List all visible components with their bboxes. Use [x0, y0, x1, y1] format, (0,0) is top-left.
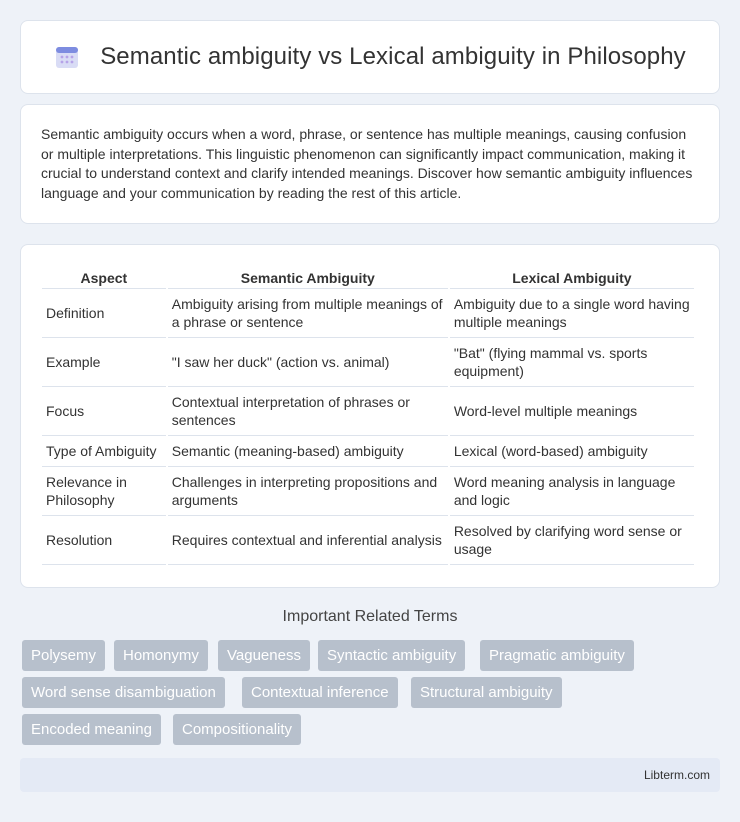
- table-cell-aspect: Relevance in Philosophy: [42, 467, 166, 516]
- table-cell-aspect: Type of Ambiguity: [42, 436, 166, 467]
- table-cell-aspect: Definition: [42, 289, 166, 338]
- column-header-semantic: Semantic Ambiguity: [168, 265, 448, 289]
- table-cell-lexical: Resolved by clarifying word sense or usage: [450, 516, 694, 565]
- tag-vagueness[interactable]: Vagueness: [218, 640, 310, 671]
- intro-card: [20, 104, 720, 224]
- tag-encoded-meaning[interactable]: Encoded meaning: [22, 714, 161, 745]
- title-wrap: [54, 43, 686, 71]
- tag-structural-ambiguity[interactable]: Structural ambiguity: [411, 677, 562, 708]
- intro-paragraph: Semantic ambiguity occurs when a word, phrase, or sentence has multiple meanings, causing confusion or multiple interpretations. This linguistic phenomenon can significantly impact communication, making it crucial to understand context and clarify intended meanings. Discover how semantic ambiguity influences language and your communication by reading the rest of this article.: [41, 126, 693, 201]
- table-cell-lexical: Lexical (word-based) ambiguity: [450, 436, 694, 467]
- table-cell-lexical: Ambiguity due to a single word having multiple meanings: [450, 289, 694, 338]
- column-header-aspect: Aspect: [42, 265, 166, 289]
- table-header-row: [42, 265, 694, 289]
- header-card: [20, 20, 720, 94]
- table-cell-semantic: Ambiguity arising from multiple meanings of a phrase or sentence: [168, 289, 448, 338]
- table-cell-semantic: Requires contextual and inferential analysis: [168, 516, 448, 565]
- tag-pragmatic-ambiguity[interactable]: Pragmatic ambiguity: [480, 640, 634, 671]
- footer-site-link[interactable]: Libterm.com: [643, 768, 710, 782]
- table-cell-lexical: "Bat" (flying mammal vs. sports equipment): [450, 338, 694, 387]
- table-row: [42, 436, 694, 467]
- table-cell-lexical: Word meaning analysis in language and logic: [450, 467, 694, 516]
- table-row: [42, 338, 694, 387]
- table-cell-semantic: Semantic (meaning-based) ambiguity: [168, 436, 448, 467]
- tag-syntactic-ambiguity[interactable]: Syntactic ambiguity: [318, 640, 465, 671]
- table-row: [42, 387, 694, 436]
- table-cell-aspect: Resolution: [42, 516, 166, 565]
- table-row: [42, 467, 694, 516]
- tag-homonymy[interactable]: Homonymy: [114, 640, 208, 671]
- table-cell-lexical: Word-level multiple meanings: [450, 387, 694, 436]
- table-cell-semantic: Contextual interpretation of phrases or sentences: [168, 387, 448, 436]
- table-cell-semantic: Challenges in interpreting propositions and arguments: [168, 467, 448, 516]
- tag-polysemy[interactable]: Polysemy: [22, 640, 105, 671]
- tag-word-sense-disambiguation[interactable]: Word sense disambiguation: [22, 677, 225, 708]
- comparison-table-card: [20, 244, 720, 588]
- column-header-lexical: Lexical Ambiguity: [450, 265, 694, 289]
- related-terms-title: Important Related Terms: [282, 608, 458, 625]
- footer: [20, 758, 720, 792]
- page-title: Semantic ambiguity vs Lexical ambiguity in Philosophy: [100, 43, 686, 70]
- table-cell-semantic: "I saw her duck" (action vs. animal): [168, 338, 448, 387]
- comparison-table: [40, 265, 696, 565]
- tag-contextual-inference[interactable]: Contextual inference: [242, 677, 398, 708]
- calendar-grid-icon: [54, 44, 80, 70]
- table-row: [42, 516, 694, 565]
- tag-compositionality[interactable]: Compositionality: [173, 714, 301, 745]
- table-cell-aspect: Focus: [42, 387, 166, 436]
- table-row: [42, 289, 694, 338]
- table-cell-aspect: Example: [42, 338, 166, 387]
